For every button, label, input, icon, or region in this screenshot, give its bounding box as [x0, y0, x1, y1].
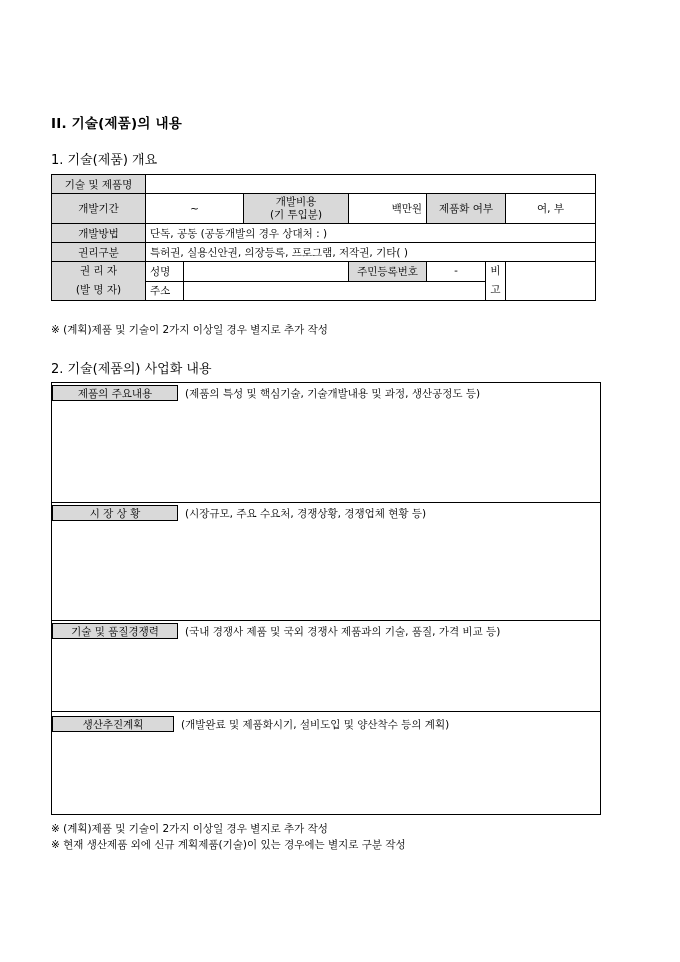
- remarks-label-line2: 고: [490, 284, 501, 296]
- section-competitiveness: [52, 623, 500, 639]
- section-main-content-body[interactable]: [52, 403, 600, 502]
- business-content-box: [51, 382, 601, 815]
- dev-cost-label: [244, 194, 349, 224]
- dev-method-value[interactable]: 단독, 공동 (공동개발의 경우 상대처 : ): [146, 224, 596, 243]
- section-production-plan-label: 생산추진계획: [52, 716, 174, 732]
- section-main-content-desc: (제품의 특성 및 핵심기술, 기술개발내용 및 과정, 생산공정도 등): [185, 387, 481, 400]
- product-name-label: 기술 및 제품명: [52, 175, 146, 194]
- commercial-value[interactable]: 여, 부: [506, 194, 596, 224]
- subsection-2-title: 2. 기술(제품의) 사업화 내용: [51, 362, 212, 377]
- rights-type-label: 권리구분: [52, 243, 146, 262]
- dev-period-value[interactable]: ~: [146, 194, 244, 224]
- divider-2: [52, 620, 600, 621]
- divider-3: [52, 711, 600, 712]
- rrn-value[interactable]: -: [427, 262, 486, 282]
- dev-cost-label-line1: 개발비용: [275, 195, 317, 208]
- rrn-label: 주민등록번호: [349, 262, 427, 282]
- section-market-body[interactable]: [52, 523, 600, 620]
- holder-label-line1: 권 리 자: [79, 265, 118, 277]
- section-production-plan-body[interactable]: [52, 734, 600, 812]
- section-main-content: [52, 385, 480, 401]
- section-title: II. 기술(제품)의 내용: [51, 116, 183, 132]
- section-competitiveness-label: 기술 및 품질경쟁력: [52, 623, 178, 639]
- address-label: 주소: [146, 281, 184, 301]
- note-3: ※ 현재 생산제품 외에 신규 계획제품(기술)이 있는 경우에는 별지로 구분 작성: [51, 839, 406, 851]
- section-market-label: 시 장 상 황: [52, 505, 178, 521]
- section-competitiveness-desc: (국내 경쟁사 제품 및 국외 경쟁사 제품과의 기술, 품질, 가격 비교 등): [185, 625, 501, 638]
- section-production-plan-desc: (개발완료 및 제품화시기, 설비도입 및 양산착수 등의 계획): [181, 718, 450, 731]
- note-2: ※ (계획)제품 및 기술이 2가지 이상일 경우 별지로 추가 작성: [51, 823, 328, 835]
- note-1: ※ (계획)제품 및 기술이 2가지 이상일 경우 별지로 추가 작성: [51, 324, 328, 336]
- divider-1: [52, 502, 600, 503]
- holder-label: [52, 262, 146, 301]
- section-main-content-label: 제품의 주요내용: [52, 385, 178, 401]
- remarks-value[interactable]: [506, 262, 596, 301]
- holder-name-label: 성명: [146, 262, 184, 282]
- dev-cost-value[interactable]: 백만원: [349, 194, 427, 224]
- product-name-value[interactable]: [146, 175, 596, 194]
- section-market: [52, 505, 426, 521]
- section-market-desc: (시장규모, 주요 수요처, 경쟁상황, 경쟁업체 현황 등): [185, 507, 427, 520]
- commercial-label: 제품화 여부: [427, 194, 506, 224]
- dev-cost-label-line2: (기 투입분): [269, 208, 323, 221]
- holder-name-value[interactable]: [184, 262, 349, 282]
- remarks-label: [486, 262, 506, 301]
- overview-table: [51, 174, 596, 301]
- subsection-1-title: 1. 기술(제품) 개요: [51, 153, 158, 168]
- holder-label-line2: (발 명 자): [75, 284, 122, 296]
- address-value[interactable]: [184, 281, 486, 301]
- remarks-label-line1: 비: [490, 265, 501, 277]
- section-production-plan: [52, 716, 449, 732]
- dev-method-label: 개발방법: [52, 224, 146, 243]
- rights-type-value[interactable]: 특허권, 실용신안권, 의장등록, 프로그램, 저작권, 기타( ): [146, 243, 596, 262]
- section-competitiveness-body[interactable]: [52, 641, 600, 711]
- dev-period-label: 개발기간: [52, 194, 146, 224]
